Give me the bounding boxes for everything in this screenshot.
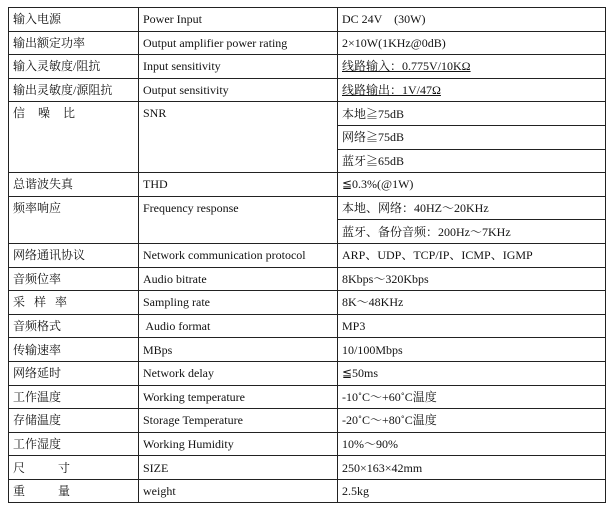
row-label-cn: 输入电源 [9,8,139,32]
table-row [9,409,606,433]
row-label-cn: 音频格式 [9,314,139,338]
row-label-en: Network communication protocol [139,243,338,267]
table-row [9,8,606,32]
table-row [9,338,606,362]
value-text: Audio format [143,319,211,334]
row-label-en: Output sensitivity [139,78,338,102]
row-value [338,8,606,32]
table-row [9,456,606,480]
table-row [9,479,606,503]
row-label-en: SIZE [139,456,338,480]
table-row [9,196,606,220]
row-value: MP3 [338,314,606,338]
table-row [9,432,606,456]
row-label-en [139,314,338,338]
row-value: 250×163×42mm [338,456,606,480]
row-value [338,55,606,79]
row-label-en: Working Humidity [139,432,338,456]
row-label-en: Working temperature [139,385,338,409]
row-value: -20˚C～+80˚C温度 [338,409,606,433]
table-row [9,31,606,55]
row-label-en: THD [139,173,338,197]
row-value: -10˚C～+60˚C温度 [338,385,606,409]
row-label-cn: 存储温度 [9,409,139,433]
row-label-en: Input sensitivity [139,55,338,79]
row-value: 蓝牙≧65dB [338,149,606,173]
table-row [9,291,606,315]
row-label-en: SNR [139,102,338,173]
table-row [9,267,606,291]
row-label-cn: 采 样 率 [9,291,139,315]
row-label-en: Network delay [139,361,338,385]
row-label-cn: 工作湿度 [9,432,139,456]
row-label-cn: 输出灵敏度/源阻抗 [9,78,139,102]
value-text: 线路输出：1V/47Ω [342,83,441,98]
table-row [9,102,606,126]
row-label-cn: 总谐波失真 [9,173,139,197]
table-row [9,243,606,267]
table-row [9,55,606,79]
row-value: 10%～90% [338,432,606,456]
row-value: 本地、网络：40HZ～20KHz [338,196,606,220]
row-label-cn: 网络通讯协议 [9,243,139,267]
row-label-cn: 输出额定功率 [9,31,139,55]
row-value: 2×10W(1KHz@0dB) [338,31,606,55]
row-value: 8Kbps～320Kbps [338,267,606,291]
row-label-en: Frequency response [139,196,338,243]
row-label-en: MBps [139,338,338,362]
table-row [9,361,606,385]
table-row [9,78,606,102]
spec-table [8,7,606,503]
value-text: 线路输入：0.775V/10KΩ [342,59,471,74]
row-value: ≦0.3%(@1W) [338,173,606,197]
value-text: 尺 寸 [13,460,71,475]
row-value: 本地≧75dB [338,102,606,126]
row-label-en: Audio bitrate [139,267,338,291]
row-label-en: Output amplifier power rating [139,31,338,55]
row-label-cn [9,456,139,480]
row-value: 蓝牙、备份音频：200Hz～7KHz [338,220,606,244]
row-label-en: Storage Temperature [139,409,338,433]
value-text: DC 24V (30W) [342,12,426,27]
row-value: 2.5kg [338,479,606,503]
row-value: 8K～48KHz [338,291,606,315]
row-value: ≦50ms [338,361,606,385]
value-text: 重 量 [13,484,71,499]
row-label-cn: 工作温度 [9,385,139,409]
table-row [9,385,606,409]
row-value: 10/100Mbps [338,338,606,362]
row-value: 网络≧75dB [338,125,606,149]
row-value [338,78,606,102]
row-label-en: Power Input [139,8,338,32]
row-label-en: weight [139,479,338,503]
row-value: ARP、UDP、TCP/IP、ICMP、IGMP [338,243,606,267]
row-label-cn: 信 噪 比 [9,102,139,173]
row-label-cn [9,479,139,503]
row-label-cn: 音频位率 [9,267,139,291]
row-label-cn: 网络延时 [9,361,139,385]
row-label-cn: 输入灵敏度/阻抗 [9,55,139,79]
table-row [9,173,606,197]
row-label-cn: 频率响应 [9,196,139,243]
table-row [9,314,606,338]
row-label-en: Sampling rate [139,291,338,315]
row-label-cn: 传输速率 [9,338,139,362]
